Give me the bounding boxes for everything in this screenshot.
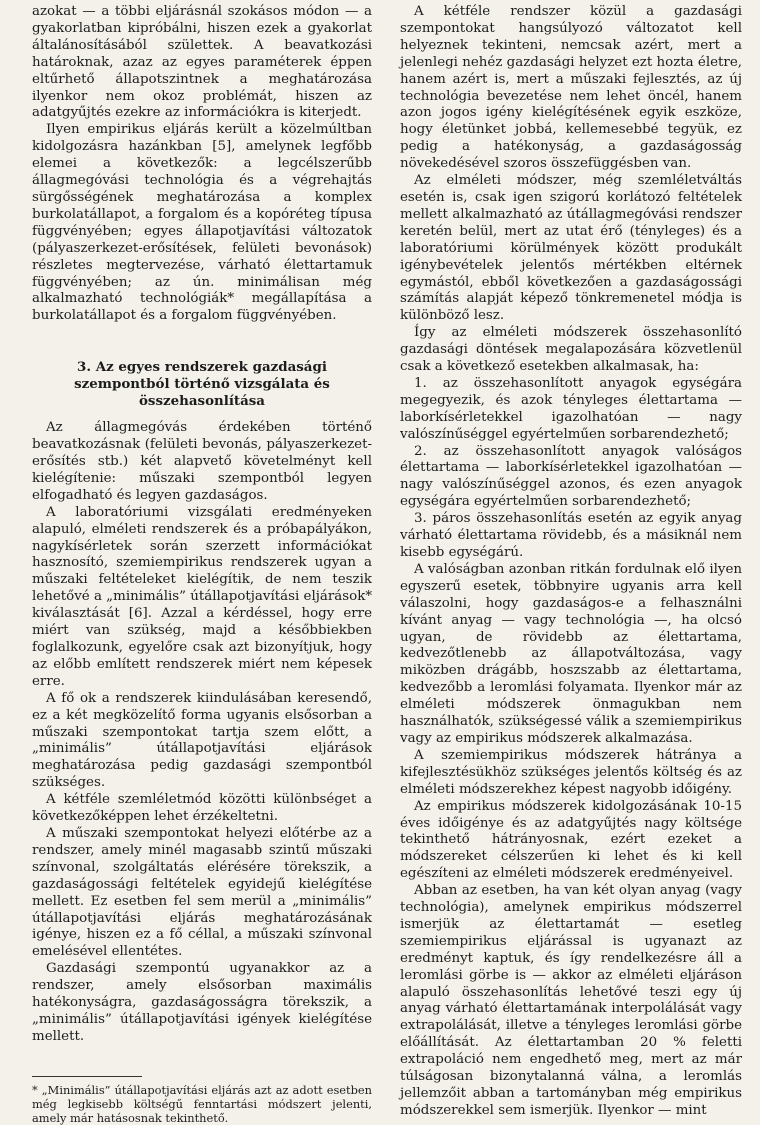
paragraph: Ilyen empirikus eljárás került a közelmúltban kidolgozásra hazánkban [5], amelynek legfőbb elemei a következők: a legcélszerűbb állagmegóvási technológia és a végrehajtás sürgősségének meghatározása a komplex burkolatállapot, a forgalom és a kopóréteg típusa függvényében; egyes állapotjavítási változatok (pályaszerkezet-erősítések, felületi bevonások) részletes megtervezése, várható élettartamuk függvényében; az ún. minimálisan még alkalmazható technológiák* megállapítása a burkolatállapot és a forgalom függvényében. (32, 122, 372, 324)
paragraph: A kétféle szemléletmód közötti különbséget a következőképpen lehet érzékeltetni. (32, 792, 372, 825)
paragraph: A kétféle rendszer közül a gazdasági szempontokat hangsúlyozó változatot kell helyeznek tekinteni, nemcsak azért, mert a jelenlegi nehéz gazdasági helyzet ezt hozta életre, hanem azért is, mert a műszaki fejlesztés, az új technológia bevezetése nem lehet öncél, hanem azon jogos igény kielégítésének egyik eszköze, hogy életünket jobbá, kellemesebbé tegyük, ez pedig a hatékonyság, a gazdaságosság növekedésével szoros összefüggésben van. (400, 4, 742, 172)
paragraph: Gazdasági szempontú ugyanakkor az a rendszer, amely elsősorban maximális hatékonyságra, gazdaságosságra törekszik, a „minimális” útállapotjavítási igények kielégítése mellett. (32, 961, 372, 1044)
footnote: * „Minimális” útállapotjavítási eljárás azt az adott esetben még legkisebb költségű fenntartási módszert jelenti, amely már hatásosnak tekinthető. (32, 1082, 372, 1125)
paragraph: A valóságban azonban ritkán fordulnak elő ilyen egyszerű esetek, többnyire ugyanis arra kell válaszolni, hogy gazdaságos-e a felhasználni kívánt anyag — vagy technológia —, ha olcsó ugyan, de rövidebb az élettartama, kedvezőtlenebb az állapotváltozása, vagy miközben drágább, hoszszabb az élettartama, kedvezőbb a leromlási folyamata. Ilyenkor már az elméleti módszerek önmagukban nem használhatók, szükségessé válik a szemiempirikus vagy az empirikus módszerek alkalmazása. (400, 561, 742, 746)
paragraph: A műszaki szempontokat helyezi előtérbe az a rendszer, amely minél magasabb szintű műszaki színvonal, szolgáltatás elérésére törekszik, a gazdaságossági feltételek egyidejű kielégítése mellett. Ez esetben fel sem merül a „minimális” útállapotjavítási eljárás meghatározásának igénye, hiszen ez a fő céllal, a műszaki színvonal emelésével ellentétes. (32, 825, 372, 960)
list-item: 3. páros összehasonlítás esetén az egyik anyag várható élettartama rövidebb, és a másiknál nem kisebb egységárú. (400, 511, 742, 560)
left-column (32, 4, 373, 1125)
paragraph: Az elméleti módszer, még szemléletváltás esetén is, csak igen szigorú korlátozó feltételek mellett alkalmazható az útállagmegóvási rendszer keretén belül, mert az utat érő (tényleges) és a laboratóriumi körülmények között produkált igénybevételek jelentős mértékben eltérnek egymástól, ebből következően a gazdaságossági számítás alapját képező tönkremenetel módja is különböző lesz. (400, 173, 742, 324)
paragraph: Az empirikus módszerek kidolgozásának 10-15 éves időigénye és az adatgyűjtés nagy költsége tekinthető hátrányosnak, ezért ezeket a módszereket célszerűen ki lehet és ki kell egészíteni az elméleti módszerek eredményeivel. (400, 798, 742, 882)
list-item: 2. az összehasonlított anyagok valóságos élettartama — laborkísérletekkel igazolhatóan — nagy valószínűséggel azonos, és ezen anyagok egységára egyértelműen sorbarendezhető; (400, 443, 742, 510)
footnote-divider (32, 1076, 142, 1077)
section-heading: 3. Az egyes rendszerek gazdasági szempontból történő vizsgálata és összehasonlítása (74, 359, 330, 410)
paragraph: Így az elméleti módszerek összehasonlító gazdasági döntések megalapozására közvetlenül csak a következő esetekben alkalmasak, ha: (400, 325, 742, 375)
paragraph: azokat — a többi eljárásnál szokásos módon — a gyakorlatban kipróbálni, hiszen ezek a gyakorlat általánosításából születtek. A beavatkozási határoknak, azaz az egyes paraméterek éppen eltűrhető állapotszintnek a meghatározása ilyenkor nem okoz problémát, hiszen az adatgyűjtés ezekre az információkra is kiterjedt. (32, 4, 372, 121)
paragraph: Abban az esetben, ha van két olyan anyag (vagy technológia), amelynek empirikus módszerrel ismerjük az élettartamát — esetleg szemiempirikus eljárással is ugyanazt az eredményt kaptuk, és így rendelkezésre áll a leromlási görbe is — akkor az elméleti eljáráson alapuló összehasonlítás lehetővé teszi egy új anyag várható élettartamának interpolálását vagy extrapolálását, illetve a tényleges leromlási görbe előállítását. Az élettartamban 20 % feletti extrapoláció nem engedhető meg, mert az már túlságosan bizonytalanná válna, a leromlás jellemzőit abban a tartományban még empirikus módszerekkel sem ismerjük. Ilyenkor — mint (400, 883, 742, 1118)
paragraph: A szemiempirikus módszerek hátránya a kifejlesztésükhöz szükséges jelentős költség és az elméleti módszerekhez képest nagyobb időigény. (400, 747, 742, 797)
paragraph: A laboratóriumi vizsgálati eredményeken alapuló, elméleti rendszerek és a próbapályákon, nagykísérletek során szerzett információkat hasznosító, szemiempirikus rendszerek ugyan a műszaki feltételeket kielégítik, de nem teszik lehetővé a „minimális” útállapotjavítási eljárások* kiválasztását [6]. Azzal a kérdéssel, hogy erre miért van szükség, majd a későbbiekben foglalkozunk, egyelőre csak azt bizonyítjuk, hogy az előbb említett rendszerek miért nem képesek erre. (32, 504, 373, 689)
list-item: 1. az összehasonlított anyagok egységára megegyezik, és azok tényleges élettartama — laborkísérletekkel igazolhatóan — nagy valószínűséggel egyértelműen sorbarendezhető; (400, 375, 742, 442)
paragraph: A fő ok a rendszerek kiindulásában keresendő, ez a két megközelítő forma ugyanis elsősorban a műszaki szempontokat tartja szem előtt, a „minimális” útállapotjavítási eljárások meghatározása pedig gazdasági szempontból szükséges. (32, 690, 372, 791)
paragraph: Az állagmegóvás érdekében történő beavatkozásnak (felületi bevonás, pályaszerkezet-erősítés stb.) két alapvető követelményt kell kielégítenie: műszaki szempontból legyen elfogadható és legyen gazdaságos. (32, 420, 372, 503)
right-column (400, 4, 742, 1118)
